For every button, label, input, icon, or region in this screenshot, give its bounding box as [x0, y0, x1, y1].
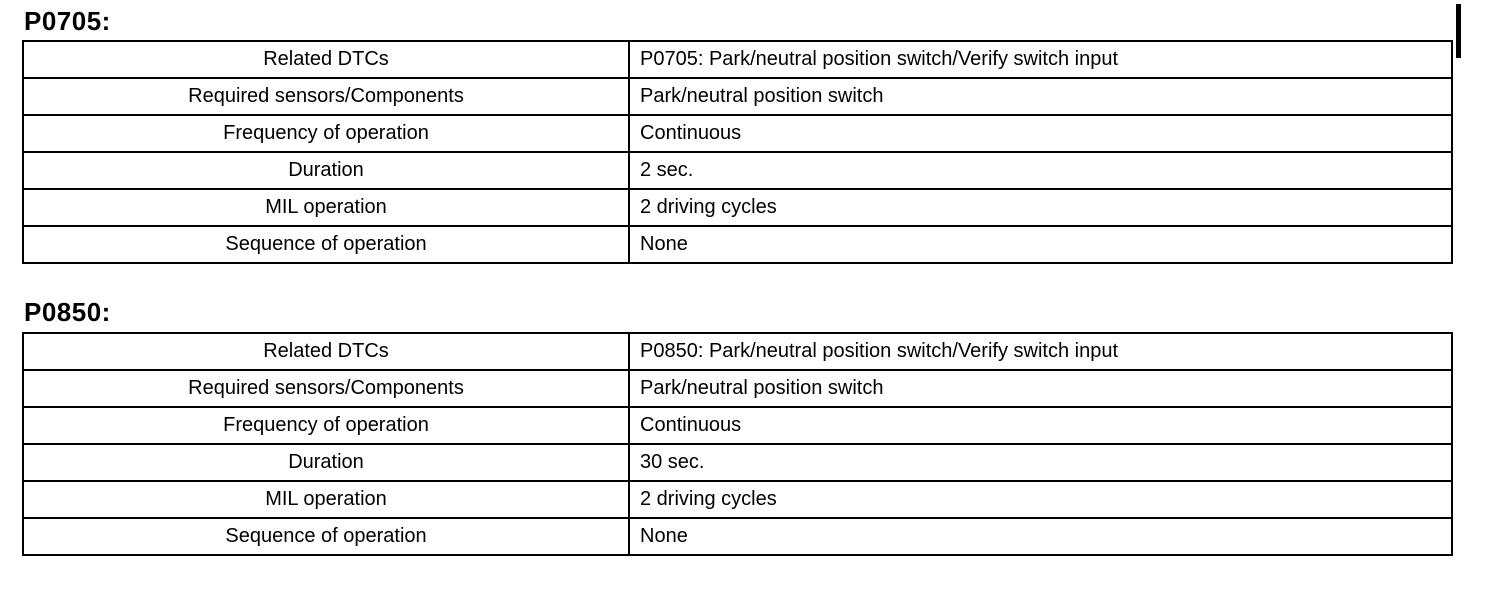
- row-label: Frequency of operation: [23, 407, 629, 444]
- spec-table-p0705: [22, 40, 1453, 264]
- row-label: Frequency of operation: [23, 115, 629, 152]
- row-label: Sequence of operation: [23, 226, 629, 263]
- row-label: Related DTCs: [23, 333, 629, 370]
- row-value: 30 sec.: [629, 444, 1452, 481]
- table-row-mil-operation: [23, 189, 1452, 226]
- row-value: P0850: Park/neutral position switch/Verify switch input: [629, 333, 1452, 370]
- table-row-related-dtcs: [23, 333, 1452, 370]
- section-title-p0850: P0850:: [24, 297, 111, 327]
- row-label: MIL operation: [23, 481, 629, 518]
- table-row-required-sensors: [23, 78, 1452, 115]
- section-title-p0705: P0705:: [24, 6, 111, 36]
- row-label: Sequence of operation: [23, 518, 629, 555]
- table-row-related-dtcs: [23, 41, 1452, 78]
- row-value: 2 driving cycles: [629, 189, 1452, 226]
- row-label: Required sensors/Components: [23, 370, 629, 407]
- row-label: Related DTCs: [23, 41, 629, 78]
- row-value: Park/neutral position switch: [629, 370, 1452, 407]
- row-value: None: [629, 518, 1452, 555]
- table-row-sequence: [23, 518, 1452, 555]
- table-row-required-sensors: [23, 370, 1452, 407]
- table-row-sequence: [23, 226, 1452, 263]
- row-label: Required sensors/Components: [23, 78, 629, 115]
- table-row-duration: [23, 152, 1452, 189]
- row-value: 2 sec.: [629, 152, 1452, 189]
- row-value: P0705: Park/neutral position switch/Verify switch input: [629, 41, 1452, 78]
- table-row-mil-operation: [23, 481, 1452, 518]
- table-row-frequency: [23, 115, 1452, 152]
- row-value: 2 driving cycles: [629, 481, 1452, 518]
- page-margin-bar: [1456, 4, 1461, 58]
- row-value: Continuous: [629, 407, 1452, 444]
- row-value: Continuous: [629, 115, 1452, 152]
- table-row-frequency: [23, 407, 1452, 444]
- row-label: MIL operation: [23, 189, 629, 226]
- spec-table-p0850: [22, 332, 1453, 556]
- row-label: Duration: [23, 444, 629, 481]
- row-value: None: [629, 226, 1452, 263]
- row-value: Park/neutral position switch: [629, 78, 1452, 115]
- row-label: Duration: [23, 152, 629, 189]
- table-row-duration: [23, 444, 1452, 481]
